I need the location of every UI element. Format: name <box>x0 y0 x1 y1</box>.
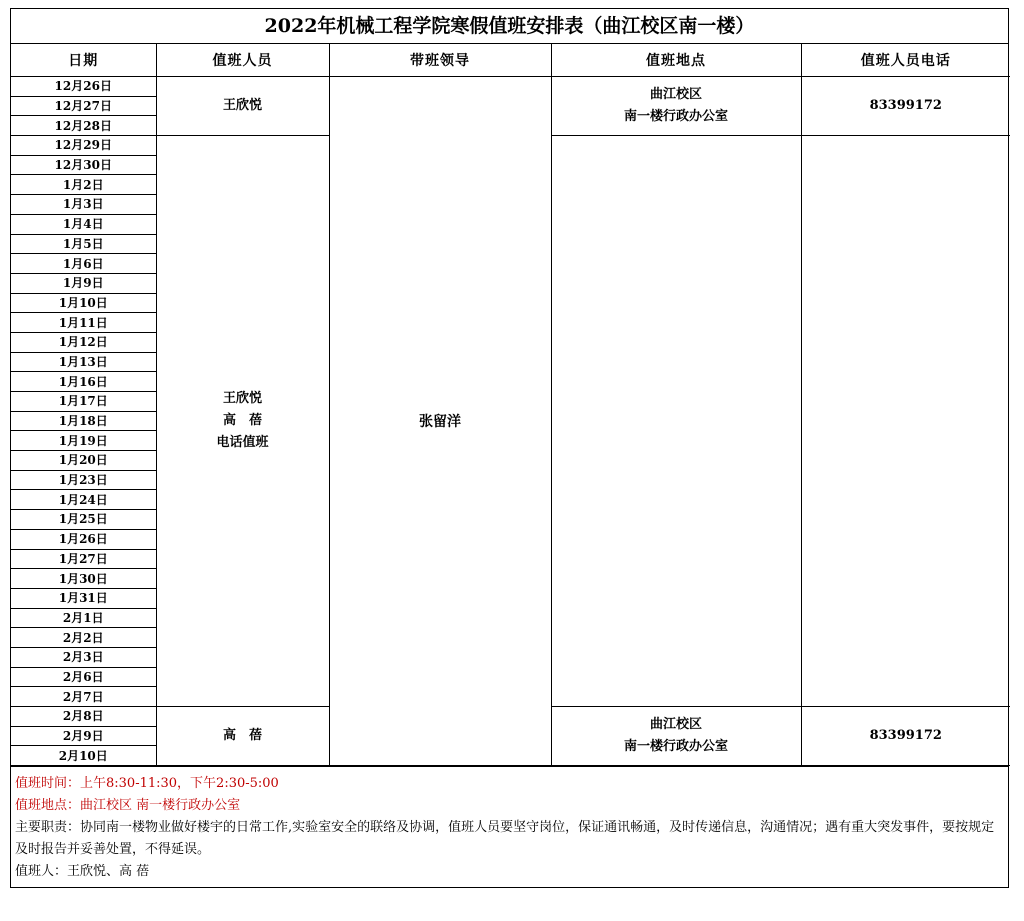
leader-cell: 张留洋 <box>329 77 551 766</box>
date-cell: 1月3日 <box>11 195 156 215</box>
date-cell: 1月30日 <box>11 569 156 589</box>
header-phone: 值班人员电话 <box>801 44 1010 77</box>
header-staff: 值班人员 <box>156 44 329 77</box>
date-cell: 1月9日 <box>11 273 156 293</box>
staff-cell <box>156 77 329 136</box>
phone-cell <box>801 136 1010 707</box>
location-cell <box>551 707 801 766</box>
date-cell: 1月2日 <box>11 175 156 195</box>
staff-name: 高 蓓 <box>222 413 262 429</box>
duty-staff-note: 值班人：王欣悦、高 蓓 <box>15 864 150 880</box>
phone-cell: 83399172 <box>801 77 1010 136</box>
duty-place-note: 值班地点：曲江校区 南一楼行政办公室 <box>15 798 241 814</box>
date-cell: 1月16日 <box>11 372 156 392</box>
staff-name: 电话值班 <box>216 435 269 451</box>
date-cell: 12月26日 <box>11 77 156 97</box>
date-cell: 1月5日 <box>11 234 156 254</box>
date-cell: 2月6日 <box>11 667 156 687</box>
date-cell: 1月20日 <box>11 451 156 471</box>
date-cell: 1月12日 <box>11 332 156 352</box>
date-cell: 1月27日 <box>11 549 156 569</box>
date-cell: 12月28日 <box>11 116 156 136</box>
date-cell: 12月30日 <box>11 155 156 175</box>
notes-section <box>11 766 1008 883</box>
location-line: 南一楼行政办公室 <box>623 739 728 755</box>
header-leader: 带班领导 <box>329 44 551 77</box>
schedule-table <box>11 44 1010 766</box>
staff-name: 高 蓓 <box>222 728 262 744</box>
date-cell: 12月27日 <box>11 96 156 116</box>
date-cell: 2月2日 <box>11 628 156 648</box>
date-cell: 1月10日 <box>11 293 156 313</box>
date-cell: 2月10日 <box>11 746 156 766</box>
date-cell: 2月9日 <box>11 726 156 746</box>
date-cell: 1月23日 <box>11 470 156 490</box>
date-cell: 1月25日 <box>11 510 156 530</box>
location-line: 南一楼行政办公室 <box>623 109 728 125</box>
date-cell: 12月29日 <box>11 136 156 156</box>
date-cell: 2月8日 <box>11 707 156 727</box>
schedule-sheet <box>10 8 1009 888</box>
schedule-body <box>11 77 1010 766</box>
duty-time-note: 值班时间：上午8:30-11:30，下午2:30-5:00 <box>15 776 279 792</box>
phone-cell: 83399172 <box>801 707 1010 766</box>
header-row <box>11 44 1010 77</box>
table-row <box>11 77 1010 97</box>
location-cell <box>551 136 801 707</box>
staff-name: 王欣悦 <box>222 98 262 114</box>
staff-name: 王欣悦 <box>222 391 262 407</box>
location-line: 曲江校区 <box>649 87 702 103</box>
date-cell: 2月3日 <box>11 647 156 667</box>
date-cell: 1月18日 <box>11 411 156 431</box>
duty-responsibility-note: 主要职责：协同南一楼物业做好楼宇的日常工作,实验室安全的联络及协调，值班人员要坚守岗位，保证通讯畅通，及时传递信息，沟通情况；遇有重大突发事件，要按规定及时报告并妥善处置，不得延误。 <box>15 820 995 858</box>
date-cell: 1月24日 <box>11 490 156 510</box>
page-title: 2022年机械工程学院寒假值班安排表（曲江校区南一楼） <box>11 9 1008 44</box>
date-cell: 1月11日 <box>11 313 156 333</box>
header-date: 日期 <box>11 44 156 77</box>
date-cell: 1月6日 <box>11 254 156 274</box>
header-location: 值班地点 <box>551 44 801 77</box>
date-cell: 1月19日 <box>11 431 156 451</box>
location-cell <box>551 77 801 136</box>
date-cell: 2月7日 <box>11 687 156 707</box>
location-line: 曲江校区 <box>649 717 702 733</box>
date-cell: 1月26日 <box>11 529 156 549</box>
staff-cell <box>156 707 329 766</box>
date-cell: 1月17日 <box>11 392 156 412</box>
date-cell: 2月1日 <box>11 608 156 628</box>
date-cell: 1月31日 <box>11 588 156 608</box>
date-cell: 1月13日 <box>11 352 156 372</box>
staff-cell <box>156 136 329 707</box>
date-cell: 1月4日 <box>11 214 156 234</box>
